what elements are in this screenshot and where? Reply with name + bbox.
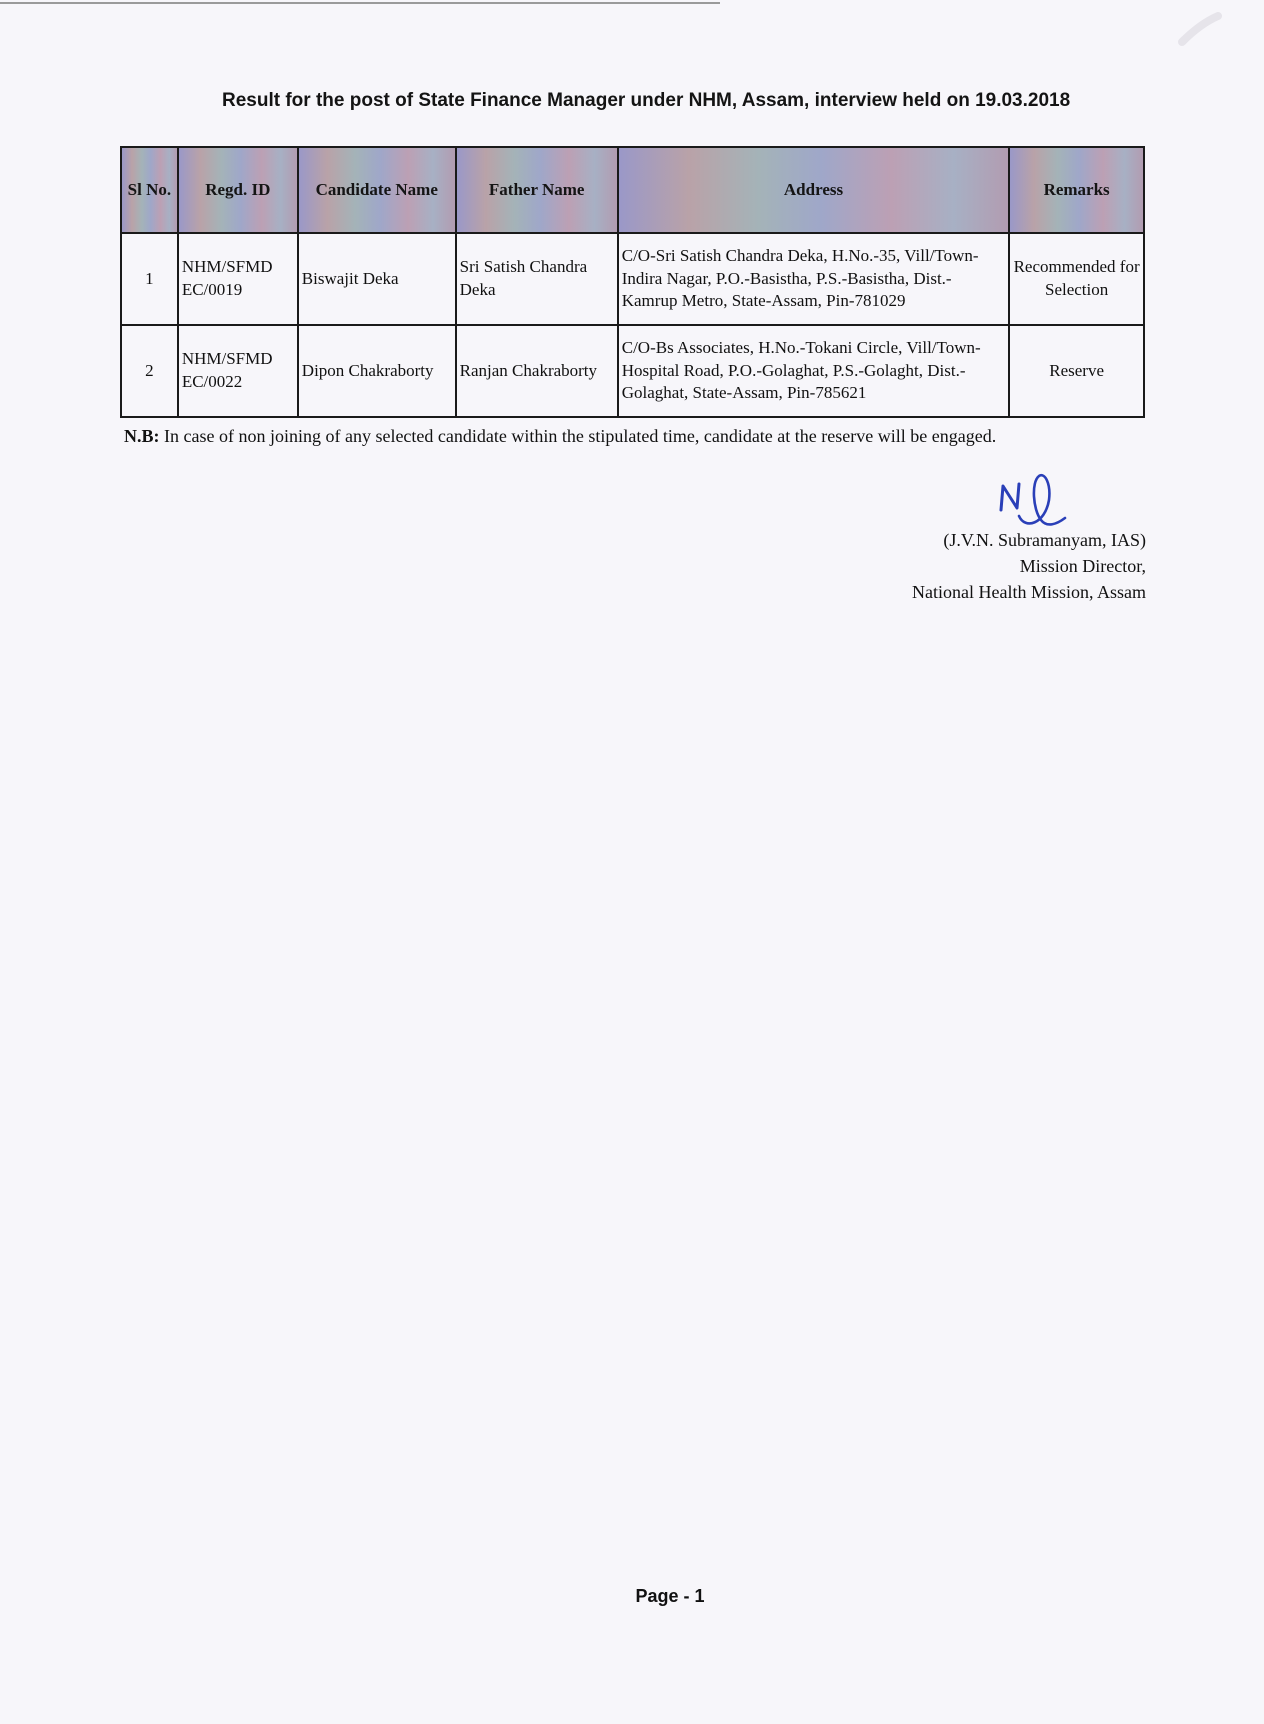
note-paragraph	[124, 426, 1154, 447]
cell-address: C/O-Bs Associates, H.No.-Tokani Circle, Vill/Town-Hospital Road, P.O.-Golaghat, P.S.-Golaght, Dist.-Golaghat, State-Assam, Pin-785621	[618, 325, 1010, 417]
signatory-block	[912, 527, 1146, 605]
signatory-organization: National Health Mission, Assam	[912, 582, 1146, 602]
header-candidate-name: Candidate Name	[298, 147, 456, 233]
result-table	[120, 146, 1145, 418]
cell-candidate-name: Biswajit Deka	[298, 233, 456, 325]
cell-sl-no: 2	[121, 325, 178, 417]
table-row	[121, 233, 1144, 325]
cell-sl-no: 1	[121, 233, 178, 325]
note-label: N.B:	[124, 426, 160, 446]
handwritten-signature	[995, 470, 1075, 532]
header-address: Address	[618, 147, 1010, 233]
cell-address: C/O-Sri Satish Chandra Deka, H.No.-35, Vill/Town-Indira Nagar, P.O.-Basistha, P.S.-Basistha, Dist.-Kamrup Metro, State-Assam, Pin-781029	[618, 233, 1010, 325]
cell-regd-id: NHM/SFMD EC/0019	[178, 233, 298, 325]
note-text: In case of non joining of any selected candidate within the stipulated time, candidate at the reserve will be engaged.	[164, 426, 997, 446]
page-number: Page - 1	[635, 1586, 705, 1606]
header-sl-no: Sl No.	[121, 147, 178, 233]
signatory-designation: Mission Director,	[1019, 556, 1146, 576]
cell-regd-id: NHM/SFMD EC/0022	[178, 325, 298, 417]
scan-edge-line	[0, 2, 720, 4]
table-row	[121, 325, 1144, 417]
cell-father-name: Sri Satish Chandra Deka	[456, 233, 618, 325]
cell-remarks: Reserve	[1009, 325, 1144, 417]
cell-remarks: Recommended for Selection	[1009, 233, 1144, 325]
cell-father-name: Ranjan Chakraborty	[456, 325, 618, 417]
header-father-name: Father Name	[456, 147, 618, 233]
signatory-name: (J.V.N. Subramanyam, IAS)	[943, 530, 1146, 550]
cell-candidate-name: Dipon Chakraborty	[298, 325, 456, 417]
header-regd-id: Regd. ID	[178, 147, 298, 233]
table-header-row	[121, 147, 1144, 233]
scan-artifact-mark	[1174, 12, 1224, 46]
page-title: Result for the post of State Finance Manager under NHM, Assam, interview held on 19.03.2018	[222, 90, 1071, 111]
header-remarks: Remarks	[1009, 147, 1144, 233]
